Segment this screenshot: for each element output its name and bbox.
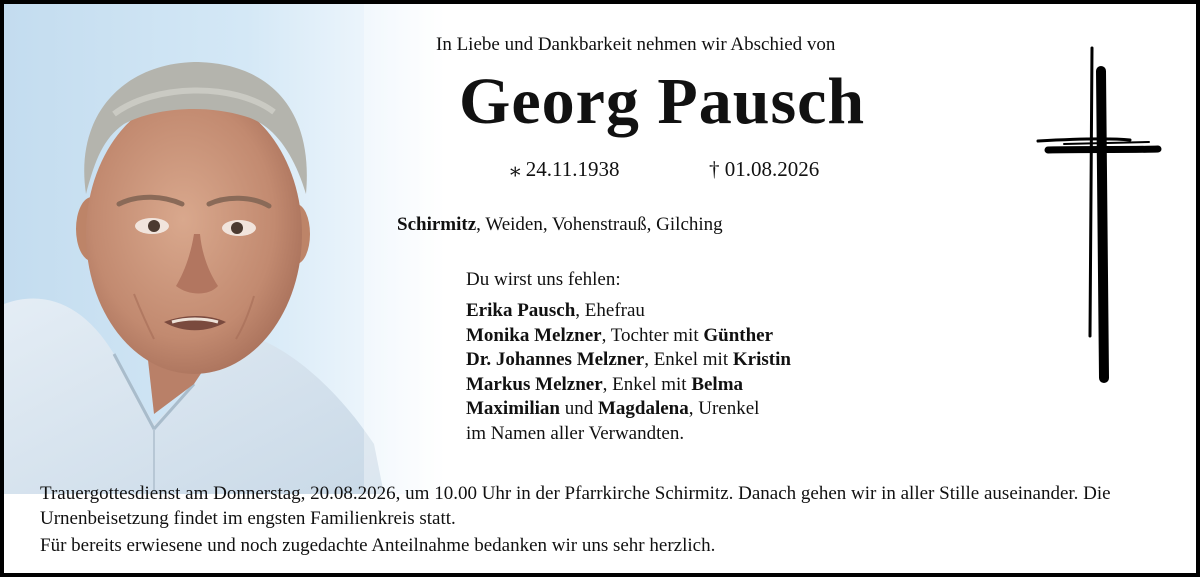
birth-date: ⁎ 24.11.1938 xyxy=(510,157,620,181)
other-places: , Weiden, Vohenstrauß, Gilching xyxy=(476,214,723,235)
mourner-partner: Belma xyxy=(691,373,744,395)
death-date: † 01.08.2026 xyxy=(709,157,820,181)
mourner-relation: , Ehefrau xyxy=(575,300,645,321)
deceased-name: Georg Pausch xyxy=(459,65,866,138)
mourner-line xyxy=(466,422,791,447)
mourner-name: Markus Melzner xyxy=(466,373,603,395)
mourner-relation: , Tochter mit xyxy=(601,324,704,346)
mourner-line xyxy=(466,324,791,349)
mourners-list xyxy=(466,299,791,446)
mourner-partner: Magdalena xyxy=(597,398,689,419)
portrait-photo xyxy=(4,4,444,494)
mourner-line xyxy=(466,299,791,324)
mourner-relation: , Enkel mit xyxy=(644,349,733,370)
mourner-partner: Kristin xyxy=(732,349,791,370)
service-info: Trauergottesdienst am Donnerstag, 20.08.2026, um 10.00 Uhr in der Pfarrkirche Schirmitz. Danach gehen wir in aller Stille auseinander. Die Urnenbeisetzung findet im engsten Familienkreis statt. xyxy=(40,483,1111,529)
mourner-relation: und xyxy=(559,398,598,419)
mourner-name: Erika Pausch xyxy=(466,300,576,321)
mourner-line xyxy=(466,397,791,422)
thanks-line: Für bereits erwiesene und noch zugedachte Anteilnahme bedanken wir uns sehr herzlich. xyxy=(40,535,716,556)
closing-line: im Namen aller Verwandten. xyxy=(466,422,685,444)
mourner-suffix: , Urenkel xyxy=(688,398,760,419)
places-line xyxy=(397,214,723,236)
intro-line: In Liebe und Dankbarkeit nehmen wir Abschied von xyxy=(436,34,836,55)
mourner-name: Monika Melzner xyxy=(466,324,602,346)
mourner-name: Maximilian xyxy=(466,398,560,419)
home-place: Schirmitz xyxy=(397,214,477,235)
mourner-relation: , Enkel mit xyxy=(602,373,692,395)
mourner-line xyxy=(466,348,791,373)
mourner-partner: Günther xyxy=(703,324,774,346)
mourner-name: Dr. Johannes Melzner xyxy=(466,349,645,370)
cross-icon xyxy=(1034,46,1164,386)
mourner-line xyxy=(466,373,791,398)
miss-you-line: Du wirst uns fehlen: xyxy=(466,269,621,290)
